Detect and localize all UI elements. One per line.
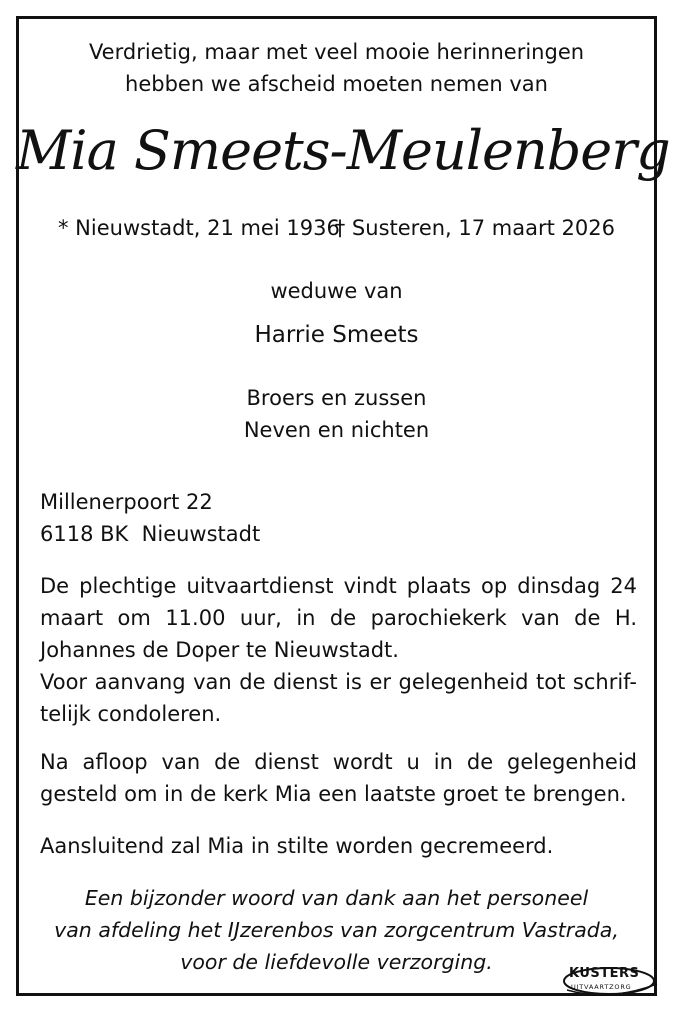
service-paragraph-2: Na afloop van de dienst wordt u in de gelegenheid gesteld om in de kerk Mia een laatste groet te brengen. <box>40 750 637 806</box>
logo-subtitle: UITVAARTZORG <box>571 983 632 991</box>
family-line-2: Neven en nichten <box>243 418 430 442</box>
life-dates <box>16 212 657 244</box>
deceased-name: Mia Smeets-Meulenberg <box>16 119 670 182</box>
intro-line-1: Verdrietig, maar met veel mooie herinneringen <box>88 40 585 64</box>
thanks-line-3: voor de liefdevolle verzorging. <box>180 950 493 974</box>
funeral-home-logo <box>561 962 663 1000</box>
logo-name: KUSTERS <box>569 966 640 981</box>
spouse-label: weduwe van <box>270 279 403 303</box>
family-line-1: Broers en zussen <box>246 386 427 410</box>
intro-text <box>16 36 657 100</box>
service-paragraph-3: Aansluitend zal Mia in stilte worden gecremeerd. <box>40 834 554 858</box>
thanks-line-1: Een bijzonder woord van dank aan het personeel <box>84 886 589 910</box>
family-list <box>16 382 657 446</box>
address <box>40 486 637 550</box>
service-paragraph-1: De plechtige uitvaartdienst vindt plaats op dinsdag 24 maart om 11.00 uur, in de parochiekerk van de H. Johannes de Doper te Nieuwstadt. <box>40 574 637 662</box>
address-city: 6118 BK Nieuwstadt <box>40 522 261 546</box>
birth-date: * Nieuwstadt, 21 mei 1936 <box>58 216 340 240</box>
thanks-line-2: van afdeling het IJzerenbos van zorgcentrum Vastrada, <box>54 918 619 942</box>
death-date: † Susteren, 17 maart 2026 <box>334 216 615 240</box>
service-paragraph-1b: Voor aanvang van de dienst is er gelegenheid tot schrif-telijk condoleren. <box>40 670 637 726</box>
intro-line-2: hebben we afscheid moeten nemen van <box>125 72 548 96</box>
address-street: Millenerpoort 22 <box>40 490 213 514</box>
spouse-name: Harrie Smeets <box>254 322 419 348</box>
